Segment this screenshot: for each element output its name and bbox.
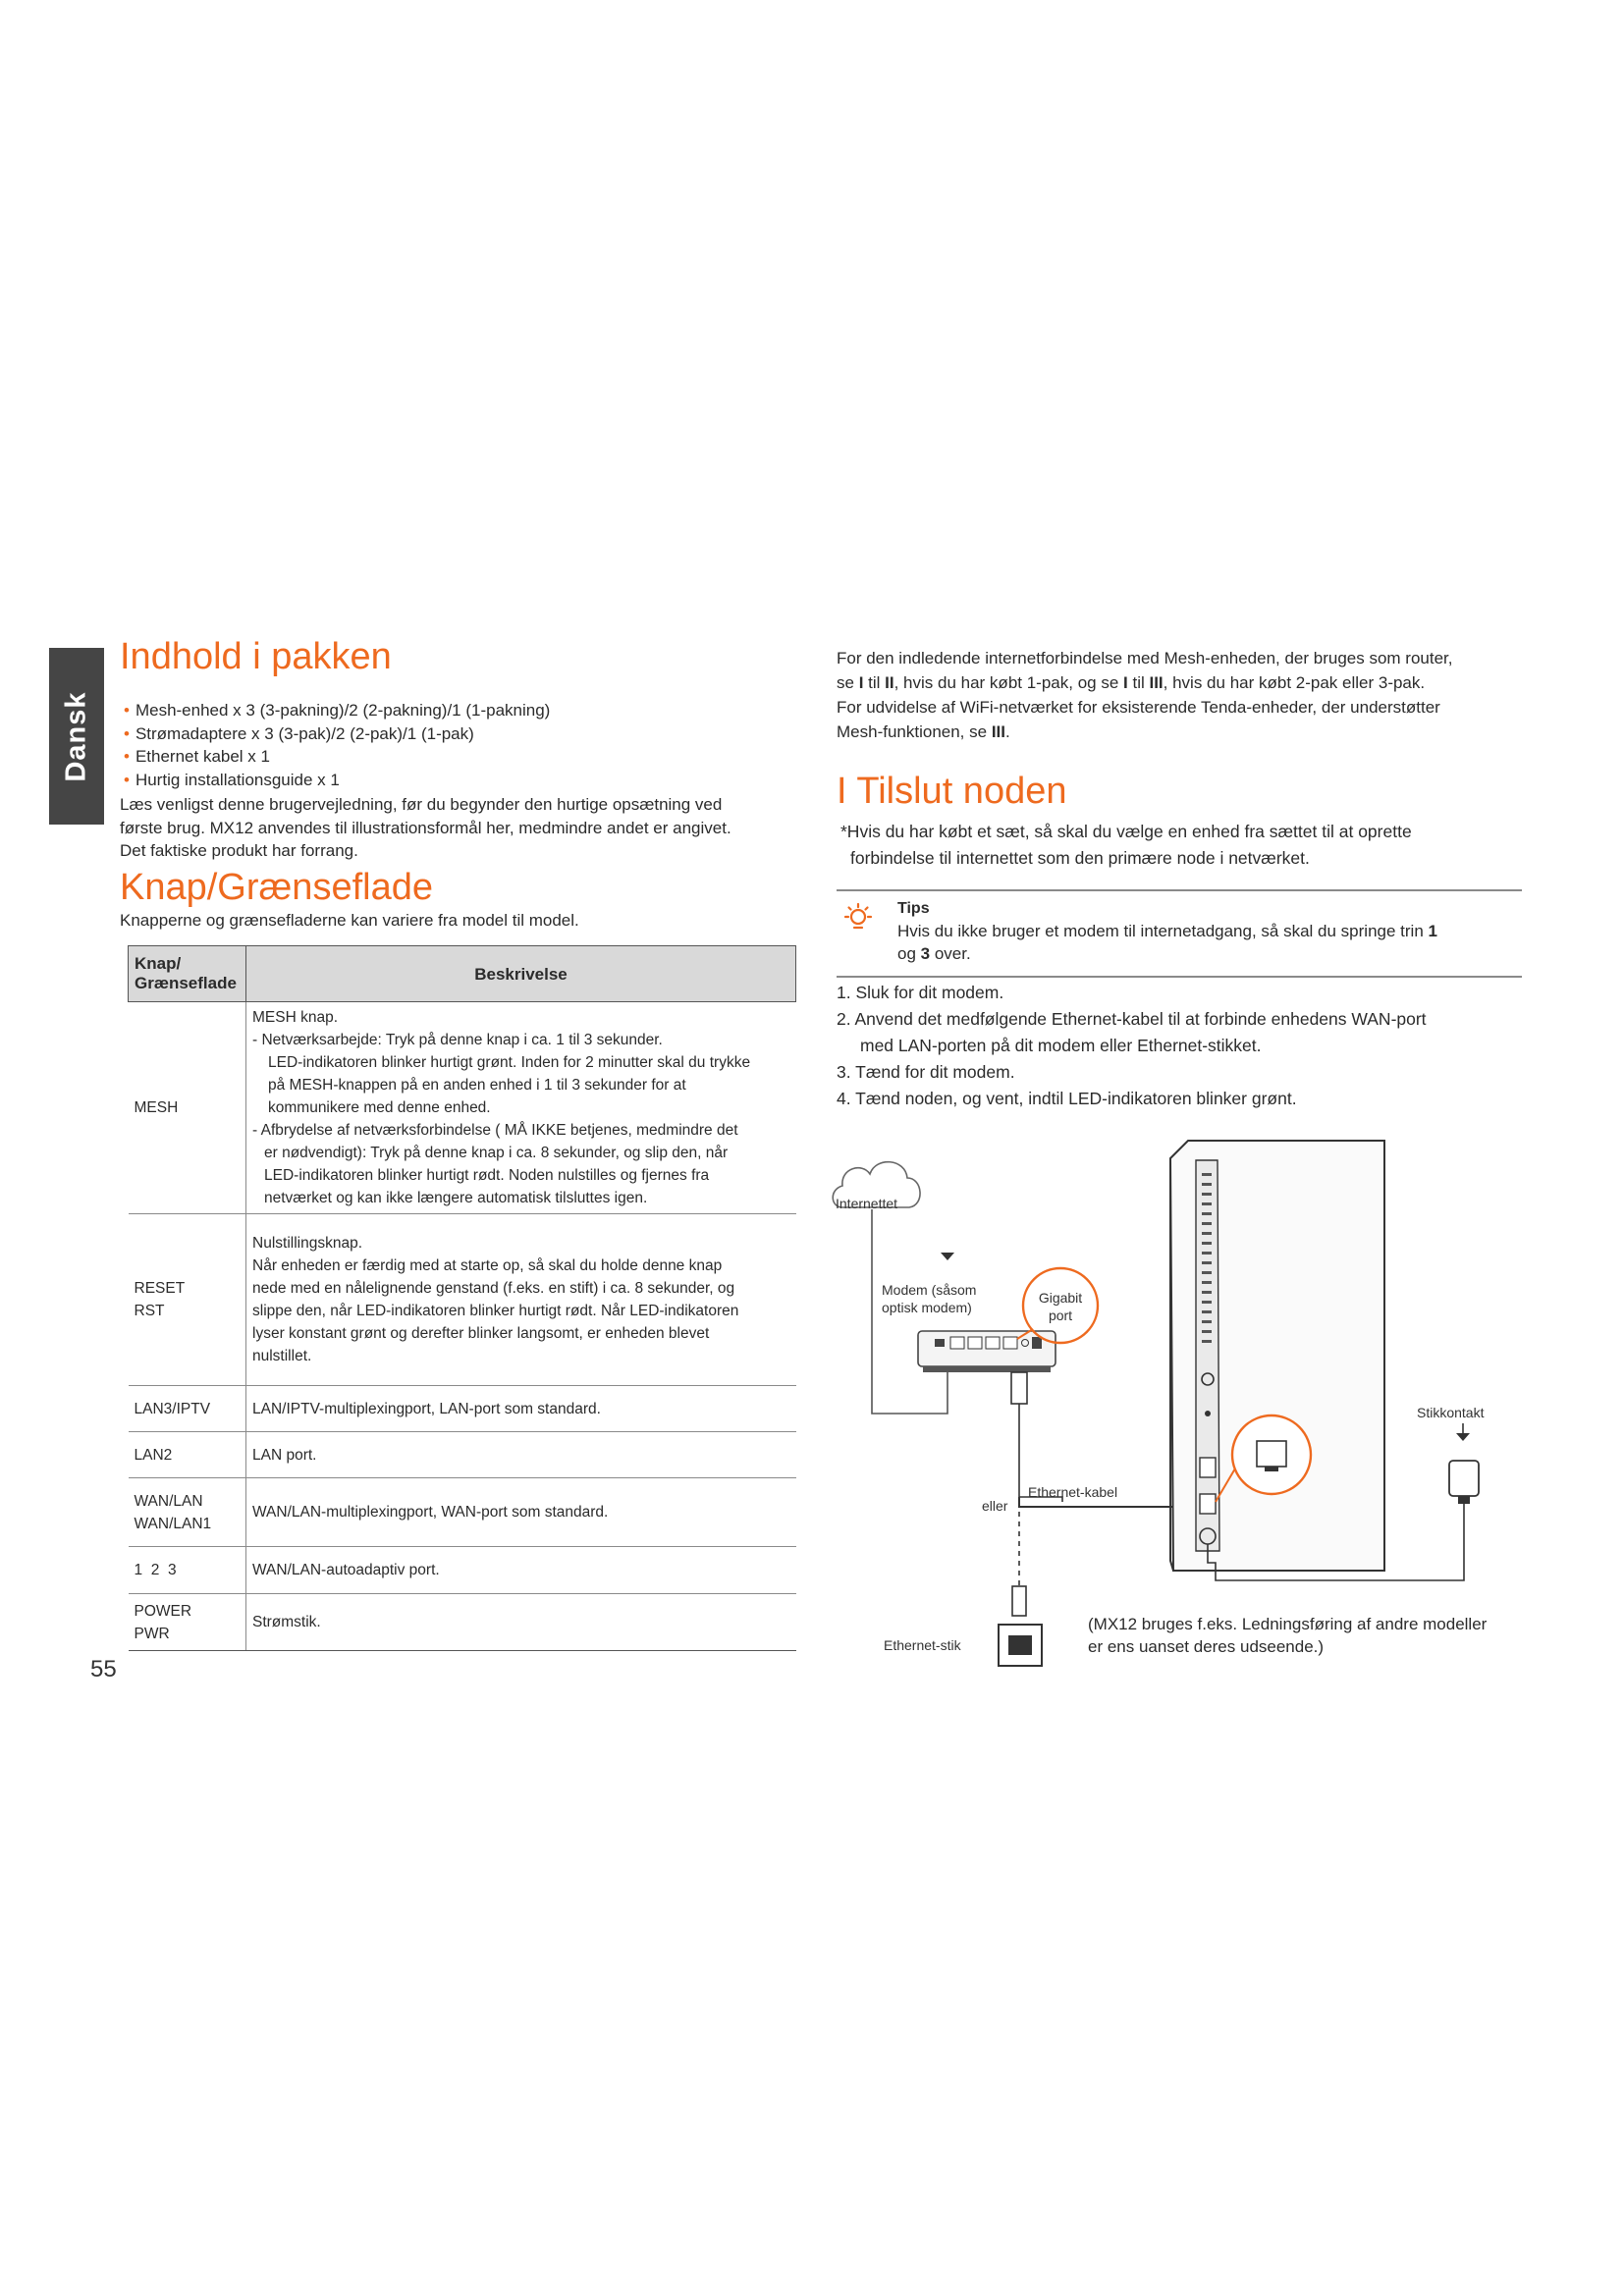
key-cell: RESET RST — [129, 1214, 246, 1386]
desc-cell: Strømstik. — [246, 1594, 796, 1651]
note-line: Det faktiske produkt har forrang. — [120, 841, 358, 860]
list-item: • Hurtig installationsguide x 1 — [124, 769, 811, 792]
list-item: • Ethernet kabel x 1 — [124, 745, 811, 769]
header-key: Knap/ Grænseflade — [129, 946, 246, 1002]
buttons-title: Knap/Grænseflade — [120, 867, 433, 908]
tips-line: Hvis du ikke bruger et modem til internetadgang, så skal du springe trin 1 — [897, 922, 1437, 940]
contents-list — [124, 699, 811, 791]
steps-list — [837, 980, 1543, 1112]
header-desc: Beskrivelse — [246, 946, 796, 1002]
desc-cell: WAN/LAN-autoadaptiv port. — [246, 1547, 796, 1594]
table-row — [129, 1386, 796, 1432]
table-header — [129, 946, 796, 1002]
table-row — [129, 1214, 796, 1386]
table-row — [129, 1594, 796, 1651]
desc-cell: LAN/IPTV-multiplexingport, LAN-port som standard. — [246, 1386, 796, 1432]
list-item: • Strømadaptere x 3 (3-pak)/2 (2-pak)/1 (1-pak) — [124, 722, 811, 746]
table-row — [129, 1478, 796, 1547]
key-cell: MESH — [129, 1002, 246, 1214]
step-item: 2. Anvend det medfølgende Ethernet-kabel til at forbinde enhedens WAN-port — [837, 1009, 1427, 1029]
step-item: 3. Tænd for dit modem. — [837, 1062, 1015, 1082]
desc-cell: MESH knap. - Netværksarbejde: Tryk på denne knap i ca. 1 til 3 sekunder. LED-indikatoren blinker hurtigt grønt. Inden for 2 minutter skal du trykke på MESH-knappen på en anden enhed i 1 til 3 sekunder for at kommunikere med denne enhed. - Afbrydelse af netværksforbindelse ( MÅ IKKE betjenes, medmindre det er nødvendigt): Tryk på denne knap i ca. 8 sekunder, og slip den, når LED-indikatoren blinker hurtigt rødt. Noden nulstilles og fjernes fra netværket og kan ikke længere automatisk tilsluttes igen. — [246, 1002, 796, 1214]
intro-line: For udvidelse af WiFi-netværket for eksisterende Tenda-enheder, der understøtter — [837, 698, 1440, 717]
intro-line: For den indledende internetforbindelse med Mesh-enheden, der bruges som router, — [837, 649, 1453, 667]
step-item: 1. Sluk for dit modem. — [837, 983, 1004, 1002]
buttons-section — [120, 867, 433, 909]
diagram-caption: (MX12 bruges f.eks. Ledningsføring af andre modeller er ens uanset deres udseende.) — [1088, 1615, 1488, 1656]
language-tab-label: Dansk — [60, 690, 92, 782]
tips-content — [897, 897, 1437, 965]
ethernet-cable-label: Ethernet-kabel — [1028, 1484, 1118, 1500]
buttons-table — [128, 945, 796, 1651]
step-item: 4. Tænd noden, og vent, indtil LED-indikatoren blinker grønt. — [837, 1089, 1297, 1108]
modem-icon — [918, 1331, 1056, 1372]
power-adapter-icon — [1449, 1461, 1479, 1504]
connect-section — [837, 771, 1066, 813]
or-label: eller — [982, 1498, 1008, 1514]
contents-title: Indhold i pakken — [120, 636, 392, 677]
tips-title: Tips — [897, 900, 930, 917]
ethernet-jack-icon — [999, 1625, 1042, 1666]
contents-note — [120, 793, 807, 863]
key-cell: LAN3/IPTV — [129, 1386, 246, 1432]
step-item-continued: med LAN-porten på dit modem eller Ethernet-stikket. — [860, 1036, 1262, 1055]
ethernet-jack-label: Ethernet-stik — [884, 1637, 961, 1653]
language-tab — [49, 648, 104, 825]
contents-section — [120, 636, 392, 678]
buttons-subtitle: Knapperne og grænsefladerne kan variere fra model til model. — [120, 911, 579, 930]
internet-label: Internettet — [836, 1196, 898, 1211]
modem-label: Modem (såsom optisk modem) — [882, 1282, 977, 1315]
note-line: Læs venligst denne brugervejledning, før du begynder den hurtige opsætning ved — [120, 795, 723, 814]
page-number: 55 — [90, 1656, 117, 1682]
desc-cell: LAN port. — [246, 1432, 796, 1478]
list-item: • Mesh-enhed x 3 (3-pakning)/2 (2-pakning)/1 (1-pakning) — [124, 699, 811, 722]
ethernet-plug-icon — [1012, 1586, 1026, 1616]
note-line: forbindelse til internettet som den primære node i netværket. — [850, 848, 1310, 868]
key-cell: LAN2 — [129, 1432, 246, 1478]
intro-line: Mesh-funktionen, se III. — [837, 722, 1010, 741]
lightbulb-icon — [840, 901, 876, 936]
note-line: *Hvis du har købt et sæt, så skal du vælge en enhed fra sættet til at oprette — [840, 822, 1412, 841]
note-line: første brug. MX12 anvendes til illustrationsformål her, medmindre andet er angivet. — [120, 818, 731, 837]
table-row — [129, 1432, 796, 1478]
desc-cell: Nulstillingsknap. Når enheden er færdig med at starte op, så skal du holde denne knap nede med en nålelignende genstand (f.eks. en stift) i ca. 8 sekunder, og slippe den, når LED-indikatoren blinker hurtigt rødt. Når LED-indikatoren lyser konstant grønt og derefter blinker langsomt, er enheden blevet nulstillet. — [246, 1214, 796, 1386]
outlet-label: Stikkontakt — [1417, 1405, 1485, 1420]
table-row — [129, 1547, 796, 1594]
key-cell: WAN/LAN WAN/LAN1 — [129, 1478, 246, 1547]
ethernet-plug-icon — [1011, 1372, 1027, 1404]
key-cell: POWER PWR — [129, 1594, 246, 1651]
connect-title: I Tilslut noden — [837, 771, 1067, 812]
gigabit-label: Gigabit port — [1038, 1290, 1083, 1323]
tips-line: og 3 over. — [897, 944, 971, 963]
intro-line: se I til II, hvis du har købt 1-pak, og se I til III, hvis du har købt 2-pak eller 3-pak. — [837, 673, 1426, 692]
tips-box — [837, 889, 1522, 978]
intro-text — [837, 646, 1543, 744]
key-cell: 1 2 3 — [129, 1547, 246, 1594]
desc-cell: WAN/LAN-multiplexingport, WAN-port som standard. — [246, 1478, 796, 1547]
connect-note — [840, 819, 1547, 872]
router-icon — [1170, 1141, 1384, 1571]
table-row — [129, 1002, 796, 1214]
